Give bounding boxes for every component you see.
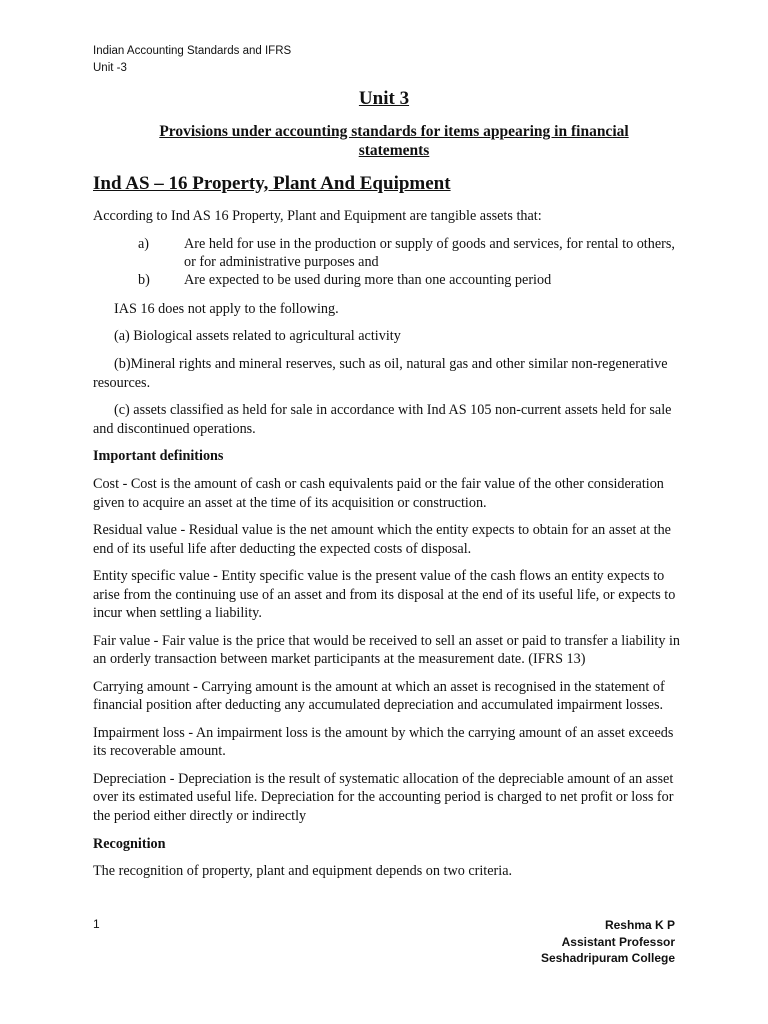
author-designation: Assistant Professor (561, 934, 675, 949)
intro-paragraph: According to Ind AS 16 Property, Plant and Equipment are tangible assets that: (93, 208, 542, 224)
list-marker: a) (138, 235, 150, 252)
unit-subtitle: Provisions under accounting standards for items appearing in financial statements (159, 123, 629, 159)
list-item (93, 271, 683, 289)
exclusion-item: (a) Biological assets related to agricultural activity (114, 328, 401, 345)
document-body (93, 207, 683, 890)
definition-paragraph: Cost - Cost is the amount of cash or cash equivalents paid or the fair value of the other consideration given to acquire an asset at the time of its acquisition or construction. (93, 476, 664, 511)
header-unit-label: Unit -3 (93, 62, 127, 74)
definition-paragraph: Impairment loss - An impairment loss is the amount by which the carrying amount of an asset exceeds its recoverable amount. (93, 725, 674, 760)
section-title: Ind AS – 16 Property, Plant And Equipment (93, 173, 451, 194)
exclusions-intro: IAS 16 does not apply to the following. (114, 300, 339, 317)
author-institution: Seshadripuram College (540, 951, 675, 965)
definition-paragraph: Carrying amount - Carrying amount is the amount at which an asset is recognised in the statement of financial position after deducting any accumulated depreciation and accumulated impairment losses. (93, 678, 665, 714)
definition-paragraph: Depreciation - Depreciation is the result of systematic allocation of the depreciable amount of an asset over its estimated useful life. Depreciation for the accounting period is charged to net profit or loss for the period either directly or indirectly (93, 771, 674, 824)
definitions-heading: Important definitions (93, 448, 224, 465)
author-block (541, 917, 675, 967)
header-course-title: Indian Accounting Standards and IFRS (93, 45, 292, 57)
exclusion-item: (c) assets classified as held for sale in accordance with Ind AS 105 non-current assets held for sale and discontinued operations. (93, 402, 672, 437)
page-number: 1 (93, 917, 100, 931)
author-name: Reshma K P (604, 918, 675, 932)
unit-title: Unit 3 (358, 88, 410, 109)
list-item (93, 235, 683, 272)
list-text: Are expected to be used during more than one accounting period (184, 272, 552, 289)
definition-paragraph: Entity specific value - Entity specific value is the present value of the cash flows an entity expects to arise from the continuing use of an asset and from its disposal at the end of its useful life, or expects to incur when settling a liability. (93, 568, 676, 622)
recognition-heading: Recognition (93, 835, 166, 852)
recognition-paragraph: The recognition of property, plant and equipment depends on two criteria. (93, 863, 513, 880)
criteria-list (93, 235, 683, 290)
list-text: Are held for use in the production or supply of goods and services, for rental to others, or for administrative purposes and (184, 235, 675, 271)
definition-paragraph: Residual value - Residual value is the net amount which the entity expects to obtain for an asset at the end of its useful life after deducting the expected costs of disposal. (93, 522, 671, 557)
definition-paragraph: Fair value - Fair value is the price that would be received to sell an asset or paid to transfer a liability in an orderly transaction between market participants at the measurement date. (IFRS 13) (93, 632, 681, 668)
exclusion-item: (b)Mineral rights and mineral reserves, such as oil, natural gas and other similar non-regenerative resources. (93, 356, 668, 391)
list-marker: b) (138, 272, 150, 289)
